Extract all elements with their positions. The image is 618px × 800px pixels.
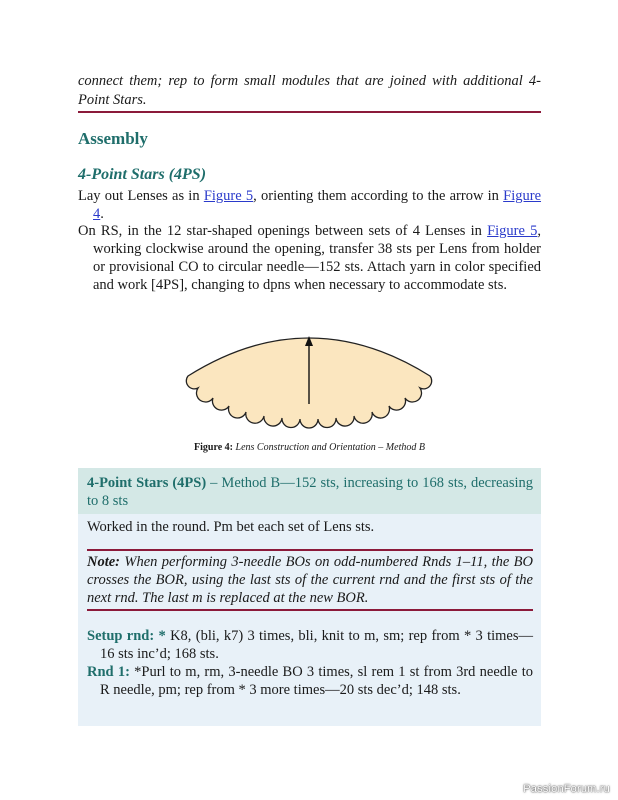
instruction-paragraph-1: [78, 187, 541, 223]
instruction-paragraph-2: [78, 222, 541, 294]
lens-diagram-icon: [178, 318, 440, 436]
pattern-box-header: [78, 468, 541, 514]
worked-in-round-text: Worked in the round. Pm bet each set of Lens sts.: [87, 519, 375, 535]
pattern-subtitle: – Method B—152 sts, increasing to 168 sts, decreasing to 8 sts: [87, 475, 533, 509]
setup-round-label: Setup rnd: *: [87, 628, 166, 644]
note-paragraph: [87, 553, 533, 607]
figure-5-link-2[interactable]: Figure 5: [487, 223, 538, 239]
note-text: When performing 3-needle BOs on odd-numbered Rnds 1–11, the BO crosses the BOR, using the last sts of the current rnd and the first sts of the next rnd. The last m is replaced at the new BOR.: [87, 554, 533, 606]
pattern-title: 4-Point Stars (4PS): [87, 475, 207, 491]
pattern-box: [78, 468, 541, 726]
watermark: PassionForum.ru: [523, 783, 610, 795]
para2-text-after: , working clockwise around the opening, transfer 38 sts per Lens from holder or provisional CO to circular needle—152 sts. Attach yarn in color specified and work [4PS], changing to dpns when necessary to accommodate sts.: [93, 223, 542, 293]
note-divider-top: [87, 549, 533, 551]
para1-text-before: Lay out Lenses as in: [78, 188, 204, 204]
round-1-text: *Purl to m, rm, 3-needle BO 3 times, sl rem 1 st from 3rd needle to R needle, pm; rep from * 3 more times—20 sts dec’d; 148 sts.: [100, 664, 533, 698]
intro-paragraph: connect them; rep to form small modules that are joined with additional 4-Point Stars.: [78, 73, 541, 108]
figure-5-link[interactable]: Figure 5: [203, 188, 254, 204]
round-1-label: Rnd 1:: [87, 664, 130, 680]
subsection-heading: 4-Point Stars (4PS): [78, 166, 207, 183]
caption-label: Figure 4:: [194, 442, 234, 453]
note-label: Note:: [87, 554, 121, 570]
para1-text-after: .: [100, 206, 104, 222]
setup-round-text: K8, (bli, k7) 3 times, bli, knit to m, sm; rep from * 3 times—16 sts inc’d; 168 sts.: [100, 628, 533, 662]
para2-text-before: On RS, in the 12 star-shaped openings between sets of 4 Lenses in: [78, 223, 488, 239]
para1-text-middle: , orienting them according to the arrow in: [253, 188, 504, 204]
section-divider: [78, 111, 541, 113]
setup-round-row: [87, 627, 533, 663]
section-heading: Assembly: [78, 129, 148, 148]
figure-4-link[interactable]: Figure 4: [93, 188, 542, 222]
caption-text: Lens Construction and Orientation – Method B: [235, 442, 425, 453]
round-1-row: [87, 663, 533, 699]
figure-caption: [78, 442, 541, 453]
note-divider-bottom: [87, 609, 533, 611]
